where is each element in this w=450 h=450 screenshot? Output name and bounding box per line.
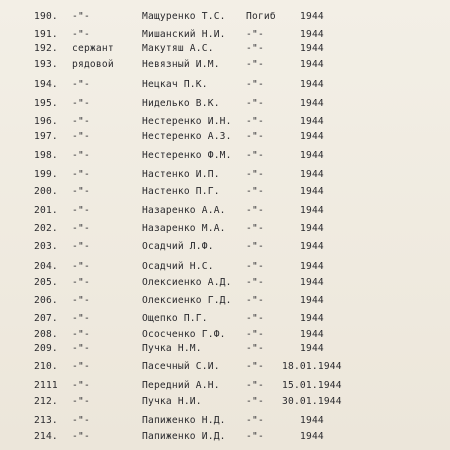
entry-number: 195. [34,98,58,109]
entry-number: 202. [34,223,58,234]
year: 1944 [300,241,324,252]
year: 1944 [300,223,324,234]
soldier-name: Нестеренко И.Н. [142,116,232,127]
entry-number: 194. [34,79,58,90]
year: 1944 [300,131,324,142]
entry-number: 2111 [34,380,58,391]
status: -"- [246,205,264,216]
list-row [0,342,450,356]
entry-number: 190. [34,11,58,22]
military-rank: -"- [72,98,90,109]
soldier-name: Нецкач П.К. [142,79,208,90]
soldier-name: Мащуренко Т.С. [142,11,226,22]
list-row [0,185,450,199]
year: 1944 [300,313,324,324]
list-row [0,276,450,290]
year: 1944 [300,415,324,426]
year: 1944 [300,186,324,197]
status: Погиб [246,11,276,22]
entry-number: 200. [34,186,58,197]
status: -"- [246,59,264,70]
list-row [0,240,450,254]
military-rank: -"- [72,431,90,442]
soldier-name: Папиженко И.Д. [142,431,226,442]
military-rank: -"- [72,186,90,197]
list-row [0,379,450,393]
entry-number: 199. [34,169,58,180]
status: -"- [246,361,264,372]
military-rank: сержант [72,43,114,54]
military-rank: -"- [72,295,90,306]
year: 1944 [300,205,324,216]
status: -"- [246,261,264,272]
military-rank: -"- [72,396,90,407]
entry-number: 192. [34,43,58,54]
status: -"- [246,79,264,90]
status: -"- [246,43,264,54]
entry-number: 213. [34,415,58,426]
year: 1944 [300,116,324,127]
date-of-death: 30.01.1944 [282,396,342,407]
status: -"- [246,150,264,161]
status: -"- [246,116,264,127]
status: -"- [246,396,264,407]
status: -"- [246,29,264,40]
status: -"- [246,295,264,306]
military-rank: -"- [72,415,90,426]
entry-number: 197. [34,131,58,142]
military-rank: -"- [72,277,90,288]
military-rank: -"- [72,343,90,354]
year: 1944 [300,277,324,288]
year: 1944 [300,29,324,40]
date-of-death: 15.01.1944 [282,380,342,391]
status: -"- [246,186,264,197]
soldier-name: Невязный И.М. [142,59,220,70]
entry-number: 193. [34,59,58,70]
soldier-name: Осадчий Н.С. [142,261,214,272]
list-row [0,168,450,182]
soldier-name: Ниделько В.К. [142,98,220,109]
military-rank: -"- [72,150,90,161]
military-rank: -"- [72,131,90,142]
status: -"- [246,131,264,142]
list-row [0,42,450,56]
year: 1944 [300,11,324,22]
list-row [0,260,450,274]
soldier-name: Папиженко Н.Д. [142,415,226,426]
soldier-name: Пучка Н.М. [142,343,202,354]
soldier-name: Назаренко А.А. [142,205,226,216]
entry-number: 196. [34,116,58,127]
entry-number: 207. [34,313,58,324]
military-rank: -"- [72,169,90,180]
list-row [0,78,450,92]
entry-number: 198. [34,150,58,161]
soldier-name: Пучка Н.И. [142,396,202,407]
military-rank: -"- [72,261,90,272]
list-row [0,149,450,163]
soldier-name: Олексиенко Г.Д. [142,295,232,306]
soldier-name: Настенко П.Г. [142,186,220,197]
entry-number: 209. [34,343,58,354]
soldier-name: Ощепко П.Г. [142,313,208,324]
list-row [0,395,450,409]
year: 1944 [300,150,324,161]
soldier-name: Пасечный С.И. [142,361,220,372]
military-rank: -"- [72,380,90,391]
status: -"- [246,277,264,288]
list-row [0,294,450,308]
year: 1944 [300,295,324,306]
list-row [0,222,450,236]
military-rank: -"- [72,29,90,40]
military-rank: -"- [72,329,90,340]
list-row [0,10,450,24]
list-row [0,28,450,42]
year: 1944 [300,169,324,180]
status: -"- [246,343,264,354]
status: -"- [246,241,264,252]
date-of-death: 18.01.1944 [282,361,342,372]
military-rank: -"- [72,313,90,324]
military-rank: -"- [72,223,90,234]
military-rank: -"- [72,79,90,90]
year: 1944 [300,431,324,442]
military-rank: -"- [72,205,90,216]
year: 1944 [300,261,324,272]
year: 1944 [300,98,324,109]
list-row [0,414,450,428]
list-row [0,58,450,72]
entry-number: 203. [34,241,58,252]
status: -"- [246,431,264,442]
entry-number: 191. [34,29,58,40]
list-row [0,430,450,444]
soldier-name: Олексиенко А.Д. [142,277,232,288]
soldier-name: Передний А.Н. [142,380,220,391]
soldier-name: Макутяш А.С. [142,43,214,54]
entry-number: 214. [34,431,58,442]
military-rank: -"- [72,11,90,22]
list-row [0,130,450,144]
soldier-name: Нестеренко А.З. [142,131,232,142]
list-row [0,312,450,326]
list-row [0,328,450,342]
entry-number: 205. [34,277,58,288]
military-rank: -"- [72,116,90,127]
year: 1944 [300,59,324,70]
status: -"- [246,98,264,109]
soldier-name: Мишанский Н.И. [142,29,226,40]
entry-number: 210. [34,361,58,372]
status: -"- [246,223,264,234]
entry-number: 204. [34,261,58,272]
entry-number: 201. [34,205,58,216]
list-row [0,97,450,111]
entry-number: 212. [34,396,58,407]
list-row [0,204,450,218]
list-row [0,115,450,129]
year: 1944 [300,79,324,90]
soldier-name: Настенко И.П. [142,169,220,180]
soldier-name: Назаренко М.А. [142,223,226,234]
year: 1944 [300,43,324,54]
status: -"- [246,313,264,324]
entry-number: 206. [34,295,58,306]
soldier-name: Осадчий Л.Ф. [142,241,214,252]
year: 1944 [300,343,324,354]
status: -"- [246,380,264,391]
military-rank: -"- [72,361,90,372]
military-rank: рядовой [72,59,114,70]
status: -"- [246,415,264,426]
year: 1944 [300,329,324,340]
status: -"- [246,329,264,340]
soldier-name: Ососченко Г.Ф. [142,329,226,340]
entry-number: 208. [34,329,58,340]
soldier-name: Нестеренко Ф.М. [142,150,232,161]
list-row [0,360,450,374]
status: -"- [246,169,264,180]
military-rank: -"- [72,241,90,252]
